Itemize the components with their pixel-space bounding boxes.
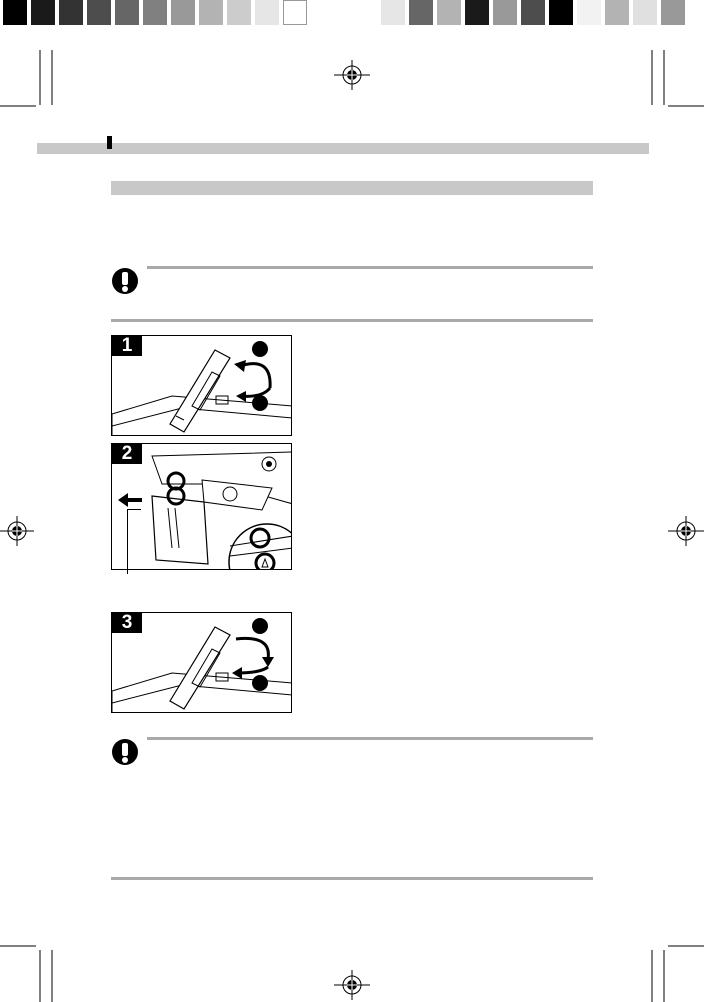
step-3-number: 3: [112, 613, 142, 633]
registration-mark-icon: [334, 60, 370, 90]
section-divider: [111, 319, 593, 322]
color-swatch: [549, 0, 573, 25]
caution-icon: [111, 267, 139, 295]
caution-top-rule: [147, 266, 593, 269]
color-swatch: [633, 0, 657, 25]
step-3-illustration: [111, 612, 292, 713]
color-swatch: [283, 0, 307, 25]
color-swatch: [493, 0, 517, 25]
color-swatch: [605, 0, 629, 25]
color-swatch: [3, 0, 27, 25]
color-swatch: [465, 0, 489, 25]
color-swatch: [409, 0, 433, 25]
color-swatch: [521, 0, 545, 25]
color-swatch: [171, 0, 195, 25]
color-swatch: [59, 0, 83, 25]
step-1-illustration: [111, 335, 292, 436]
color-swatch: [143, 0, 167, 25]
color-swatch: [87, 0, 111, 25]
step-1-number: 1: [112, 336, 142, 356]
color-swatch: [199, 0, 223, 25]
header-bar: [37, 143, 649, 154]
color-swatch: [255, 0, 279, 25]
color-swatch: [31, 0, 55, 25]
color-swatch: [227, 0, 251, 25]
callout-leader-line: [127, 510, 128, 574]
caution-top-rule: [147, 737, 593, 740]
color-swatch: [577, 0, 601, 25]
color-swatch: [437, 0, 461, 25]
registration-mark-icon: [0, 516, 34, 546]
callout-leader-line-top: [127, 509, 141, 510]
color-swatch: [115, 0, 139, 25]
section-end-rule: [111, 877, 593, 880]
step-2-illustration: [111, 443, 292, 570]
color-swatch: [381, 0, 405, 25]
caution-icon: [111, 738, 139, 766]
section-heading-bar: [111, 181, 593, 195]
registration-mark-icon: [668, 516, 704, 546]
step-2-number: 2: [112, 444, 142, 464]
registration-mark-icon: [334, 970, 370, 1000]
color-swatch: [661, 0, 685, 25]
header-marker: [107, 136, 112, 149]
